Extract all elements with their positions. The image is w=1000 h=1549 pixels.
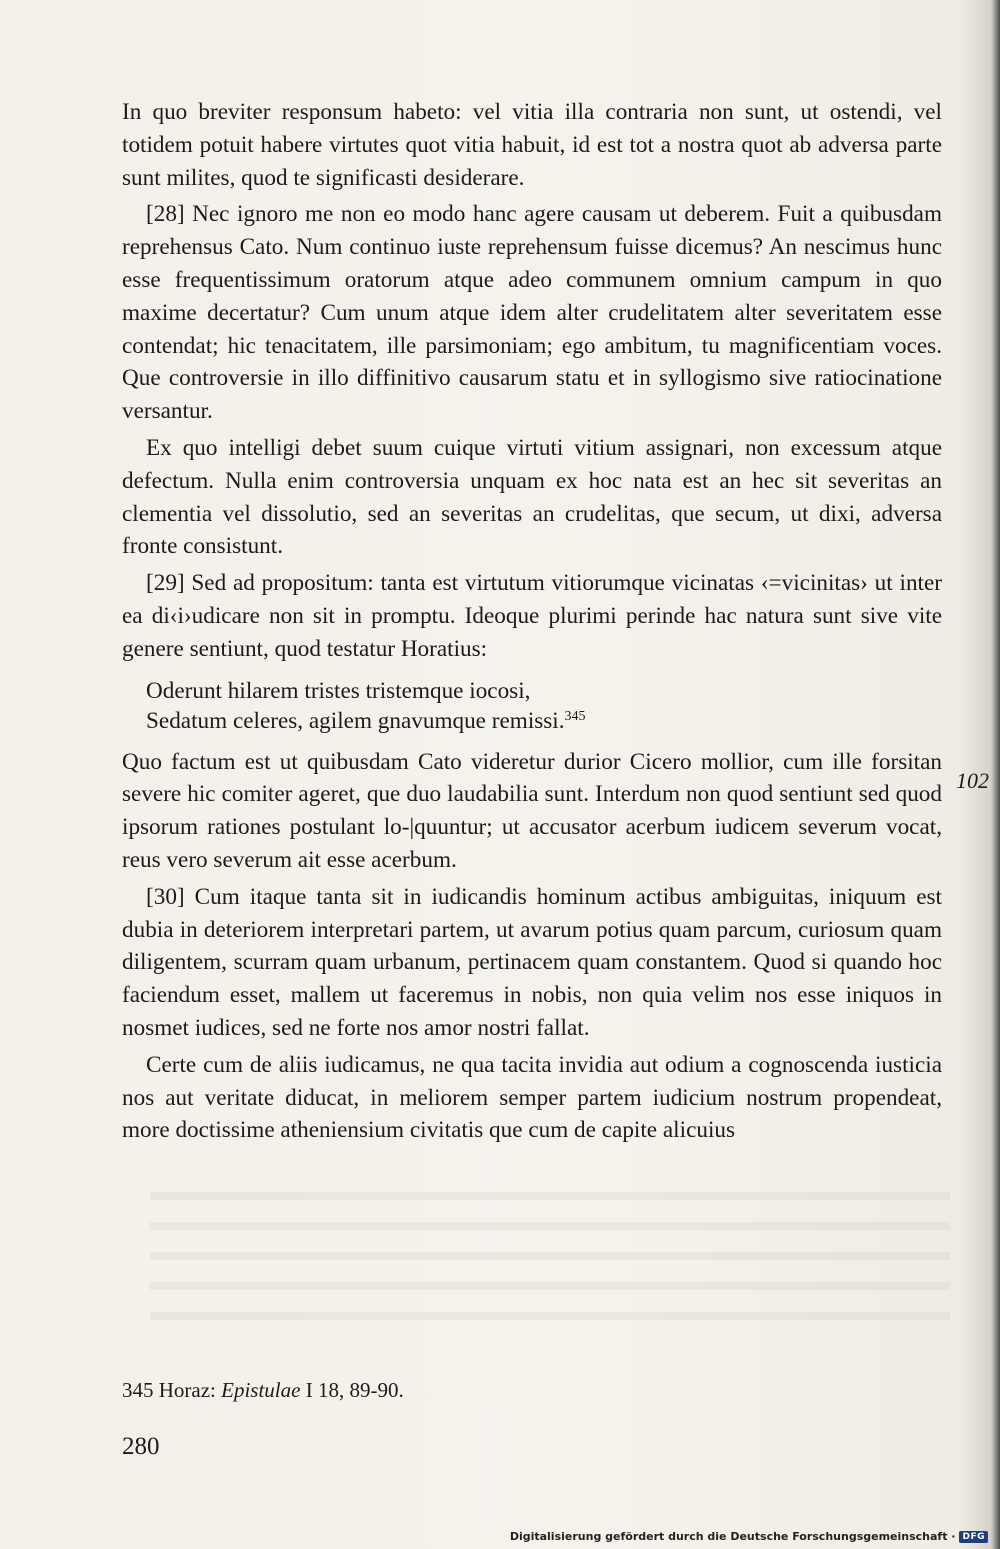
dfg-logo: DFG (959, 1531, 988, 1543)
verse-line: Oderunt hilarem tristes tristemque iocosi, (146, 677, 531, 704)
footnote-work: Epistulae (221, 1378, 301, 1402)
paragraph: Ex quo intelligi debet suum cuique virtuti vitium assignari, non excessum atque defectum. Nulla enim controversia unquam ex hoc nata est an hec sit severitas an clementia vel dissolutio, sed an severitas an crudelitas, que secum, ut dixi, adversa fronte consistunt. (122, 434, 942, 560)
verse-line-text: Sedatum celeres, agilem gnavumque remissi. (146, 707, 565, 734)
paragraph: Quo factum est ut quibusdam Cato videretur durior Cicero mollior, cum ille forsitan severe hic comiter ageret, que duo laudabilia sunt. Interdum non quod sentiunt sed quod ipsorum rationes postulant lo-|quuntur; ut accusator acerbum iudicem severum vocat, reus vero severum ait esse acerbum. (122, 748, 942, 873)
digitization-credit (510, 1530, 988, 1543)
page-edge-shadow (992, 0, 1000, 1549)
paragraph: [28] Nec ignoro me non eo modo hanc agere causam ut deberem. Fuit a quibusdam reprehensus Cato. Num continuo iuste reprehensum fuisse dicemus? An nescimus hunc esse frequentissimum oratorum atque adeo communem omnium campum in quo maxime decertatur? Cum unum atque idem alter crudelitatem alter severitatem esse contendat; hic tenacitatem, ille parsimoniam; ego ambitum, tu magnificentiam voces. Que controversie in illo diffinitivo causarum statu et in syllogismo sive ratiocinatione versantur. (122, 201, 942, 425)
footnote-author: Horaz: (158, 1378, 216, 1402)
verse-quote (146, 676, 942, 736)
footnote-marker: 345 (564, 708, 586, 724)
verse-line (146, 706, 942, 736)
footnote (122, 1377, 722, 1403)
paragraph: Certe cum de aliis iudicamus, ne qua tacita invidia aut odium a cognoscenda iusticia nos aut veritate diducat, in meliorem semper partem iudicium nostrum propendeat, more doctissime atheniensium civitatis que cum de capite alicuius (122, 1051, 942, 1144)
paragraph: In quo breviter responsum habeto: vel vitia illa contraria non sunt, ut ostendi, vel totidem potuit habere virtutes quot vitia habuit, id est tot a nostra quot ab adversa parte sunt milites, quod te significasti desiderare. (122, 99, 942, 191)
footnote-number: 345 (122, 1378, 154, 1402)
main-text (122, 96, 942, 1147)
paragraph: [29] Sed ad propositum: tanta est virtutum vitiorumque vicinatas ‹=vicinitas› ut inter ea di‹i›udicare non sit in promptu. Ideoque plurimi perinde hac natura sunt sive vite genere sentiunt, quod testatur Horatius: (122, 570, 942, 662)
footnote-reference: I 18, 89-90. (305, 1378, 404, 1402)
credit-text: Digitalisierung gefördert durch die Deutsche Forschungsgemeinschaft · (509, 1530, 956, 1543)
margin-page-reference: 102 (956, 768, 989, 793)
show-through-background (150, 1170, 950, 1320)
paragraph: [30] Cum itaque tanta sit in iudicandis hominum actibus ambiguitas, iniquum est dubia in deteriorem interpretari partem, ut avarum potius quam parcum, curiosum quam diligentem, scurram quam urbanum, pertinacem quam constantem. Quod si quando hoc faciendum esset, mallem ut faceremus in nobis, non quia velim nos esse iniquos in nosmet iudices, sed ne forte nos amor nostri fallat. (122, 883, 942, 1041)
page-number: 280 (122, 1433, 160, 1460)
